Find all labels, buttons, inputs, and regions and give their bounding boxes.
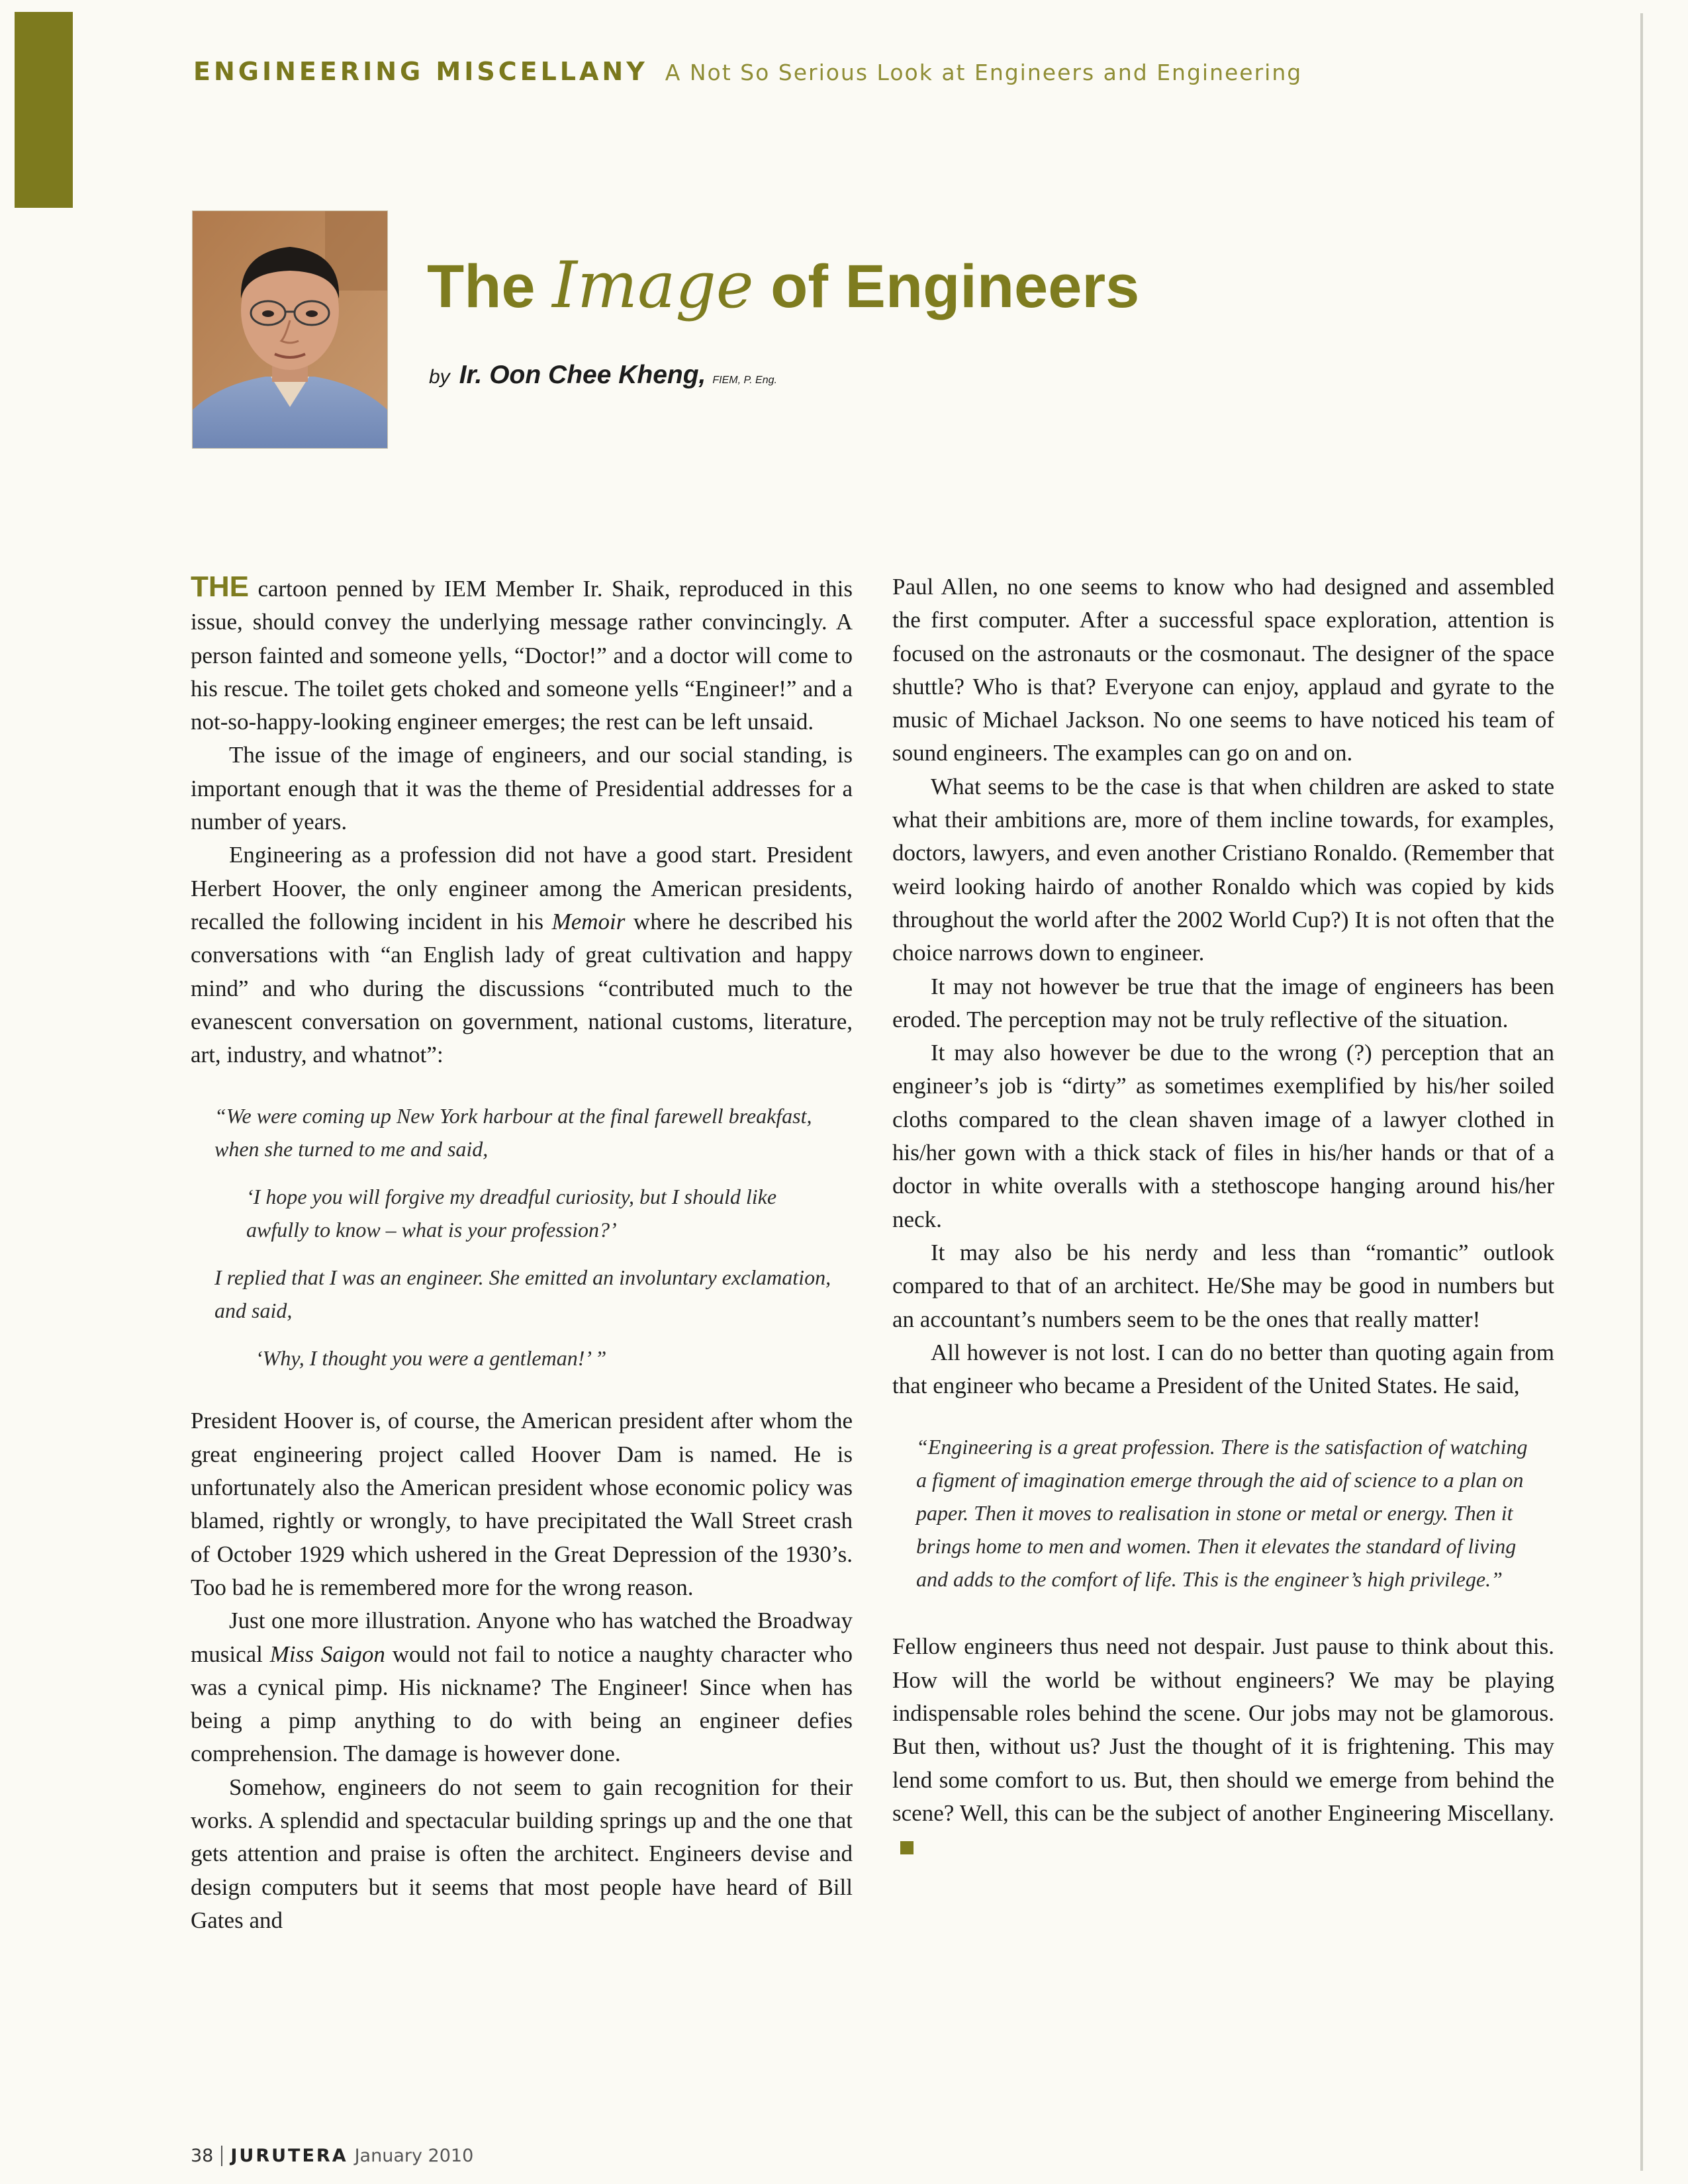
end-of-article-square-icon bbox=[900, 1841, 914, 1854]
page-edge-shadow bbox=[1640, 13, 1643, 2171]
title-of-engineers: of Engineers bbox=[771, 253, 1140, 320]
paragraph: Engineering as a profession did not have a good start. President Herbert Hoover, the only engineer among the American presidents, recalled the following incident in his Memoir where he described his conversations with “an English lady of great cultivation and happy mind” and who during the discussions “contributed much to the evanescent conversation on government, national customs, literature, art, industry, and whatnot”: bbox=[191, 842, 853, 1068]
paragraph: It may also be his nerdy and less than “romantic” outlook compared to that of an architect. He/She may be good in numbers but an accountant’s numbers seem to be the ones that really matter! bbox=[892, 1239, 1554, 1332]
paragraph: All however is not lost. I can do no better than quoting again from that engineer who became a President of the United States. He said, bbox=[892, 1339, 1554, 1399]
paragraph: Just one more illustration. Anyone who has watched the Broadway musical Miss Saigon would not fail to notice a naughty character who was a cynical pimp. His nickname? The Engineer! Since when has being a pimp anything to do with being an engineer defies comprehension. The damage is however done. bbox=[191, 1608, 853, 1767]
hoover-engineering-quote bbox=[916, 1430, 1534, 1596]
section-header bbox=[193, 57, 1302, 86]
byline bbox=[429, 361, 777, 390]
left-column bbox=[191, 570, 853, 1937]
paragraph: It may also however be due to the wrong (?) perception that an engineer’s job is “dirty” as sometimes exemplified by his/her soiled cloths compared to the clean shaven image of a lawyer clothed in his/her gown with a thick stack of files in his/her hands or that of a doctor in white overalls with a stethoscope hanging around his/her neck. bbox=[892, 1040, 1554, 1232]
quote-text: “Engineering is a great profession. There is the satisfaction of watching a figment of imagination emerge through the aid of science to a plan on paper. Then it moves to realisation in stone or metal or energy. Then it brings home to men and women. Then it elevates the standard of living and adds to the comfort of life. This is the engineer’s high privilege.” bbox=[916, 1435, 1528, 1592]
section-subtitle: A Not So Serious Look at Engineers and Engineering bbox=[665, 60, 1303, 85]
author-photo bbox=[192, 210, 388, 449]
paragraph: The issue of the image of engineers, and our social standing, is important enough that it was the theme of Presidential addresses for a number of years. bbox=[191, 742, 853, 835]
title-image-script: Image bbox=[552, 248, 754, 322]
paragraph: What seems to be the case is that when children are asked to state what their ambitions are, more of them incline towards, for examples, doctors, lawyers, and even another Cristiano Ronaldo. (Remember that weird looking hairdo of another Ronaldo which was copied by kids throughout the world after the 2002 World Cup?) It is not often that the choice narrows down to engineer. bbox=[892, 773, 1554, 966]
paragraph: President Hoover is, of course, the American president after whom the great engineering project called Hoover Dam is named. He is unfortunately also the American president whose economic policy was blamed, rightly or wrongly, to have precipitated the Wall Street crash of October 1929 which ushered in the Great Depression of the 1930’s. Too bad he is remembered more for the wrong reason. bbox=[191, 1408, 853, 1600]
section-title: ENGINEERING MISCELLANY bbox=[193, 57, 648, 86]
book-title-memoir: Memoir bbox=[551, 908, 626, 934]
paragraph: It may not however be true that the image of engineers has been eroded. The perception may not be truly reflective of the situation. bbox=[892, 973, 1554, 1032]
lead-in-word: THE bbox=[191, 570, 249, 603]
article-title bbox=[427, 248, 1139, 322]
paragraph: Paul Allen, no one seems to know who had designed and assembled the first computer. After a successful space exploration, attention is focused on the astronauts or the cosmonaut. The designer of the space shuttle? Who is that? Everyone can enjoy, applaud and gyrate to the music of Michael Jackson. No one seems to have noticed his team of sound engineers. The examples can go on and on. bbox=[892, 574, 1554, 766]
paragraph: THE cartoon penned by IEM Member Ir. Shaik, reproduced in this issue, should convey the underlying message rather convincingly. A person fainted and someone yells, “Doctor!” and a doctor will come to his rescue. The toilet gets choked and someone yells “Engineer!” and a not-so-happy-looking engineer emerges; the rest can be left unsaid. bbox=[191, 570, 853, 735]
author-credentials: FIEM, P. Eng. bbox=[712, 375, 777, 386]
byline-by: by bbox=[429, 366, 450, 388]
paragraph: Fellow engineers thus need not despair. Just pause to think about this. How will the world be without engineers? We may be playing indispensable roles behind the scene. Our jobs may not be glamorous. But then, without us? Just the thought of it is frightening. This may lend some comfort to us. But, then should we emerge from behind the scene? Well, this can be the subject of another Engineering Miscellany. bbox=[892, 1630, 1554, 1863]
right-column bbox=[892, 570, 1554, 1864]
quote-line: I replied that I was an engineer. She emitted an involuntary exclamation, and said, bbox=[214, 1265, 831, 1323]
hoover-anecdote-quote bbox=[214, 1099, 833, 1375]
magazine-name: JURUTERA bbox=[230, 2146, 348, 2166]
page-footer bbox=[191, 2146, 473, 2166]
quote-line: ‘I hope you will forgive my dreadful curiosity, but I should like awfully to know – what is your profession?’ bbox=[246, 1185, 777, 1242]
paragraph: Somehow, engineers do not seem to gain recognition for their works. A splendid and spectacular building springs up and the one that gets attention and praise is often the architect. Engineers devise and design computers but it seems that most people have heard of Bill Gates and bbox=[191, 1774, 853, 1933]
page-number: 38 bbox=[191, 2146, 222, 2166]
issue-date: January 2010 bbox=[354, 2146, 474, 2166]
section-color-tab bbox=[15, 12, 73, 208]
title-the: The bbox=[427, 253, 536, 320]
author-name: Ir. Oon Chee Kheng, bbox=[459, 361, 706, 389]
quote-line: ‘Why, I thought you were a gentleman!’ ” bbox=[256, 1346, 607, 1371]
musical-title: Miss Saigon bbox=[269, 1641, 385, 1667]
quote-line: “We were coming up New York harbour at the final farewell breakfast, when she turned to me and said, bbox=[214, 1104, 812, 1161]
